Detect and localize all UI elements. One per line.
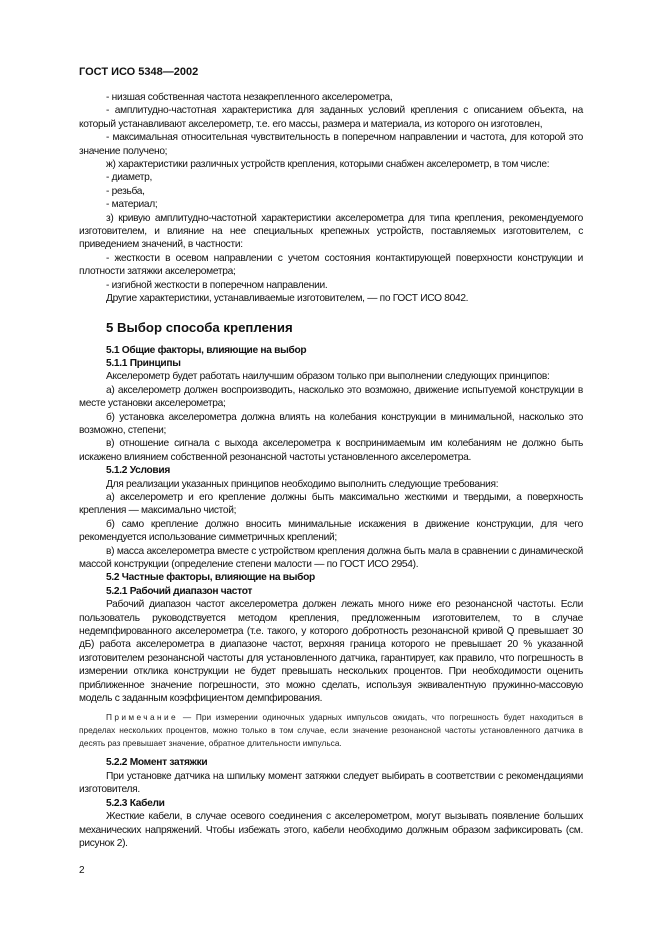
paragraph: а) акселерометр должен воспроизводить, насколько это возможно, движение испытуемой конструкции в месте установки акселерометра; [79,384,583,410]
paragraph: б) установка акселерометра должна влиять на колебания конструкции в минимальной, насколько это возможно, степени; [79,411,583,436]
paragraph: з) кривую амплитудно-частотной характеристики акселерометра для типа крепления, рекомендуемого изготовителем, и влияние на нее специальных крепежных устройств, поставляемых изготовителем, с приведением значений, в частности: [79,212,583,251]
document-header: ГОСТ ИСО 5348—2002 [79,66,199,78]
section-heading: 5 Выбор способа крепления [106,319,293,335]
subsection-heading: 5.1 Общие факторы, влияющие на выбор [106,344,307,356]
paragraph: Для реализации указанных принципов необходимо выполнить следующие требования: [106,478,499,490]
note-text: — При измерении одиночных ударных импульсов ожидать, что погрешность будет находиться в пределах нескольких процентов, можно только в том случае, если значение резонансной частоты установленного датчика в десять раз превышает значение, обратное длительности импульса. [79,712,583,749]
paragraph: - диаметр, [106,172,153,184]
paragraph: в) отношение сигнала с выхода акселерометра к воспринимаемым им колебаниям не должно быть искажено влиянием собственной резонансной частоты установленного акселерометра. [79,438,583,463]
paragraph: - максимальная относительная чувствительность в поперечном направлении и частота, для которой это значение получено; [79,132,583,157]
page-number: 2 [79,865,85,877]
paragraph: При установке датчика на шпильку момент затяжки следует выбирать в соответствии с рекомендациями изготовителя. [79,770,583,796]
note [79,711,583,750]
paragraph: Жесткие кабели, в случае осевого соединения с акселерометром, могут вызывать появление больших механических напряжений. Чтобы избежать этого, кабели необходимо должным образом зафиксировать (см. рисунок 2). [79,811,583,849]
paragraph: - низшая собственная частота незакрепленного акселерометра, [106,92,393,103]
subsection-heading: 5.1.2 Условия [106,465,170,477]
text-block-section-5 [79,344,583,706]
paragraph: - жесткости в осевом направлении с учетом состояния контактирующей поверхности конструкции и плотности затяжки акселерометра; [79,252,583,278]
subsection-heading: 5.2 Частные факторы, влияющие на выбор [106,572,315,584]
text-block-5-2-2 [79,756,583,850]
paragraph: Рабочий диапазон частот акселерометра должен лежать много ниже его резонансной частоты. Если пользователь руководствуется методом крепления, предложенным изготовителем, то в случае недемпфированного акселерометра (т.е. такого, у которого добротность резонансной кривой Q превышает 30 дБ) работа акселерометра в диапазоне частот, верхняя граница которого не превышает 20 % указанной изготовителем резонансной частоты для установленного датчика, гарантирует, как правило, что погрешность в измерении отклика конструкции не будет превышать нескольких процентов. При необходимости оценить приближенное значение погрешности, это можно сделать, используя эквивалентную пружинно-массовую модель с заданным коэффициентом демпфирования. [79,599,583,705]
paragraph: - амплитудно-частотная характеристика для заданных условий крепления с описанием объекта, на который устанавливают акселерометр, т.е. его массы, размера и материала, из которого он изготовлен, [79,105,583,130]
paragraph: Акселерометр будет работать наилучшим образом только при выполнении следующих принципов: [106,371,550,383]
text-block-requirements [79,91,583,306]
paragraph: б) само крепление должно вносить минимальные искажения в движение конструкции, для чего рекомендуется использование симметричных креплений; [79,518,583,544]
paragraph: а) акселерометр и его крепление должны быть максимально жесткими и твердыми, а поверхность крепления — максимально чистой; [79,491,583,517]
paragraph: в) масса акселерометра вместе с устройством крепления должна быть мала в сравнении с динамической массой конструкции (определение степени малости — по ГОСТ ИСО 2954). [79,545,583,570]
paragraph: Другие характеристики, устанавливаемые изготовителем, — по ГОСТ ИСО 8042. [106,293,469,305]
subsection-heading: 5.2.1 Рабочий диапазон частот [106,585,253,597]
subsection-heading: 5.2.3 Кабели [106,797,165,809]
subsection-heading: 5.1.1 Принципы [106,357,181,369]
paragraph: ж) характеристики различных устройств крепления, которыми снабжен акселерометр, в том числе: [106,159,550,171]
paragraph: - материал; [106,199,158,211]
paragraph: - изгибной жесткости в поперечном направлении. [106,279,328,291]
subsection-heading: 5.2.2 Момент затяжки [106,757,208,769]
note-label: Примечание [106,712,179,723]
paragraph: - резьба, [106,185,145,197]
